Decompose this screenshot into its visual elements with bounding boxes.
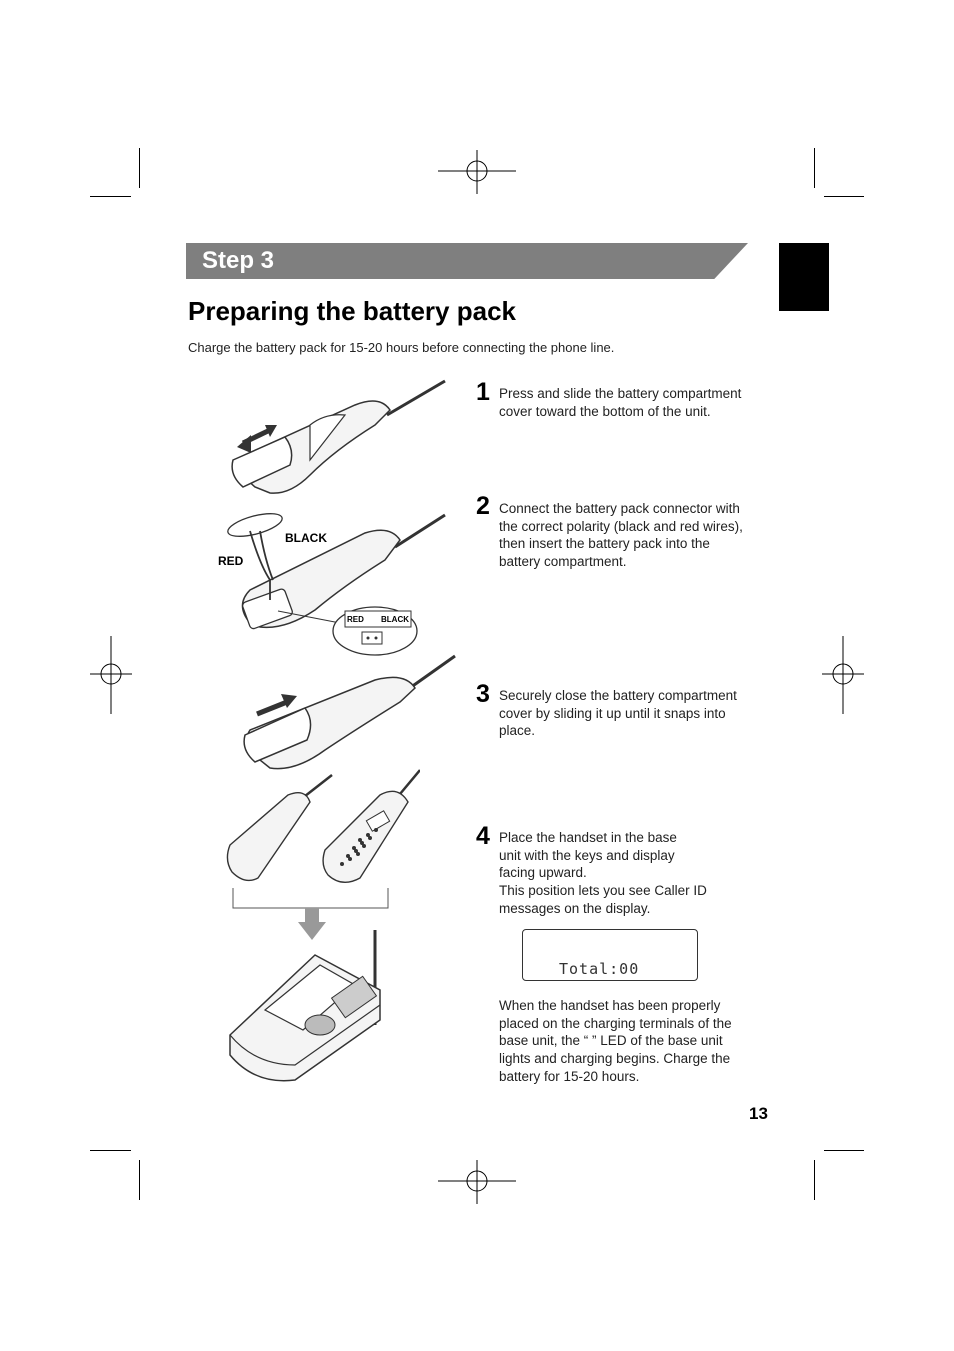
step-text-4-main: Place the handset in the base unit with the keys and display facing upward.	[499, 830, 677, 881]
section-tab	[779, 243, 829, 311]
page-number: 13	[749, 1104, 768, 1123]
illustration-handsets	[220, 760, 420, 890]
registration-mark-left	[90, 636, 132, 714]
illustration-close-cover	[235, 650, 460, 775]
illustration-base-unit	[225, 925, 390, 1085]
step-number-2: 2	[476, 492, 490, 520]
step-text-2: Connect the battery pack connector with the correct polarity (black and red wires), then insert the battery pack into the battery compartment.	[499, 501, 743, 570]
intro-text: Charge the battery pack for 15-20 hours before connecting the phone line.	[188, 340, 615, 355]
charging-note: When the handset has been properly placed on the charging terminals of the base unit, the “ ” LED of the base unit lights and charging begins. Charge the battery for 15-20 hours.	[499, 998, 732, 1084]
step-label: Step 3	[202, 247, 275, 274]
step-number-3: 3	[476, 680, 490, 708]
illustration-open-cover	[215, 375, 455, 500]
step-number-1: 1	[476, 378, 490, 406]
step-number-4: 4	[476, 822, 490, 850]
step-text-1: Press and slide the battery compartment cover toward the bottom of the unit.	[499, 386, 742, 419]
step-text-4-extra: This position lets you see Caller ID messages on the display.	[499, 883, 707, 916]
lcd-display	[522, 929, 698, 981]
illustration-connect-battery	[215, 505, 460, 660]
inset-red-label: RED	[347, 615, 364, 624]
lcd-display-text: Total:00	[559, 960, 640, 978]
registration-mark-top	[438, 150, 516, 194]
red-wire-label: RED	[218, 554, 244, 568]
step-text-4	[499, 829, 699, 882]
page-title: Preparing the battery pack	[188, 296, 516, 326]
registration-mark-bottom	[438, 1160, 516, 1204]
black-wire-label: BLACK	[285, 531, 327, 545]
inset-black-label: BLACK	[381, 615, 409, 624]
registration-mark-right	[822, 636, 864, 714]
step-text-3: Securely close the battery compartment cover by sliding it up until it snaps into place.	[499, 688, 737, 739]
